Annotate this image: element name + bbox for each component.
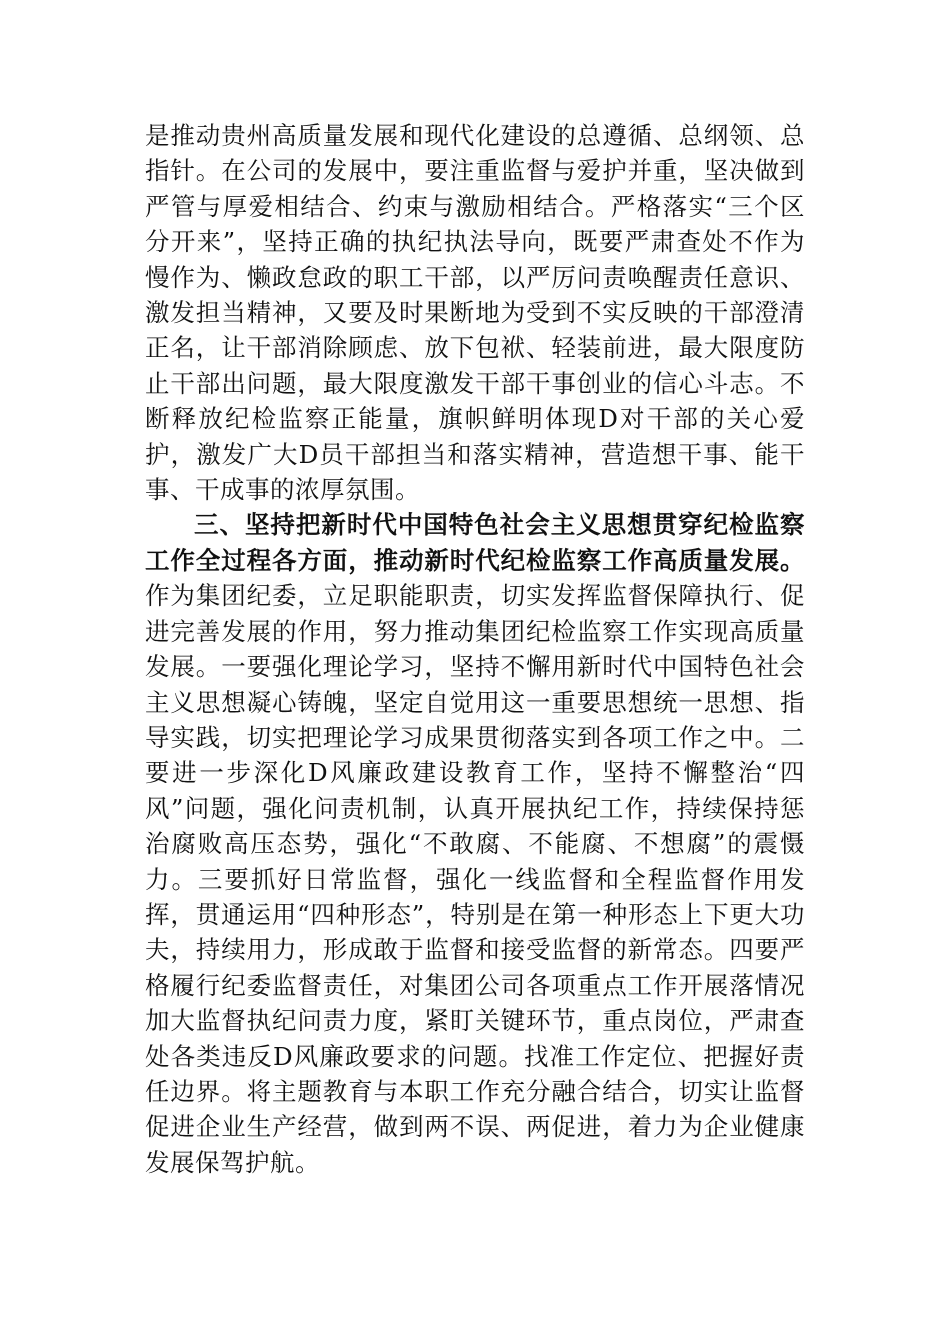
paragraph-continuation: 是推动贵州高质量发展和现代化建设的总遵循、总纲领、总指针。在公司的发展中，要注重监督与爱护并重，坚决做到严管与厚爱相结合、约束与激励相结合。严格落实“三个区分开来”，坚持正确的执纪执法导向，既要严肃查处不作为慢作为、懒政怠政的职工干部，以严厉问责唤醒责任意识、激发担当精神，又要及时果断地为受到不实反映的干部澄清正名，让干部消除顾虑、放下包袱、轻装前进，最大限度防止干部出问题，最大限度激发干部干事创业的信心斗志。不断释放纪检监察正能量，旗帜鲜明体现D对干部的关心爱护，激发广大D员干部担当和落实精神，营造想干事、能干事、干成事的浓厚氛围。 [145,121,805,505]
document-page [145,118,805,1180]
paragraph-section-three [145,507,805,1180]
section-three-body: 作为集团纪委，立足职能职责，切实发挥监督保障执行、促进完善发展的作用，努力推动集团纪检监察工作实现高质量发展。一要强化理论学习，坚持不懈用新时代中国特色社会主义思想凝心铸魄，坚定自觉用这一重要思想统一思想、指导实践，切实把理论学习成果贯彻落实到各项工作之中。二要进一步深化D风廉政建设教育工作，坚持不懈整治“四风”问题，强化问责机制，认真开展执纪工作，持续保持惩治腐败高压态势，强化“不敢腐、不能腐、不想腐”的震慑力。三要抓好日常监督，强化一线监督和全程监督作用发挥，贯通运用“四种形态”，特别是在第一种形态上下更大功夫，持续用力，形成敢于监督和接受监督的新常态。四要严格履行纪委监督责任，对集团公司各项重点工作开展落情况加大监督执纪问责力度，紧盯关键环节，重点岗位，严肃查处各类违反D风廉政要求的问题。找准工作定位、把握好责任边界。将主题教育与本职工作充分融合结合，切实让监督促进企业生产经营，做到两不误、两促进，着力为企业健康发展保驾护航。 [145,581,805,1177]
section-three-heading: 三、坚持把新时代中国特色社会主义思想贯穿纪检监察工作全过程各方面，推动新时代纪检监察工作高质量发展。 [145,510,805,575]
